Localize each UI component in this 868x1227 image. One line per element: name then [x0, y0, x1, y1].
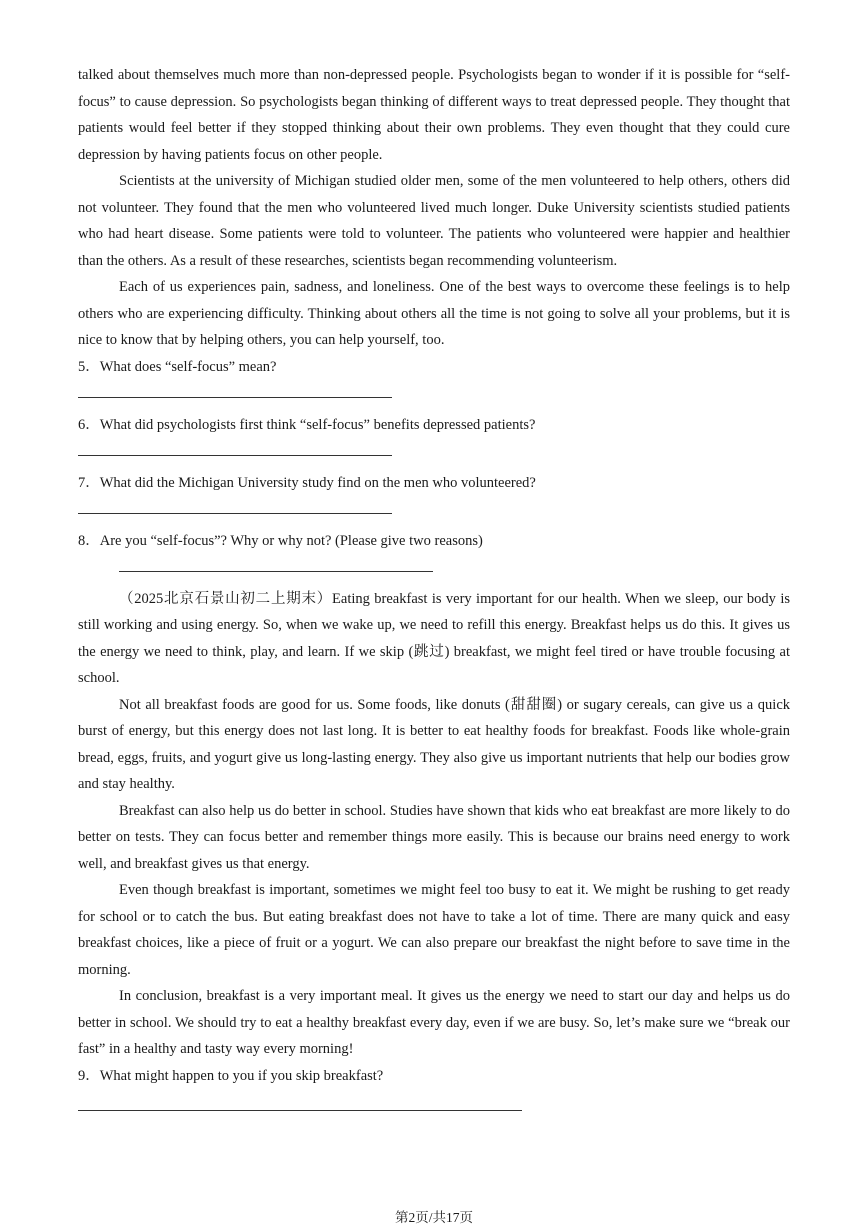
passage1-paragraph-3: Each of us experiences pain, sadness, and loneliness. One of the best ways to overcome these feelings is to help others who are experiencing difficulty. Thinking about others all the time is not going to solve all your problems, but it is nice to know that by helping others, you can help yourself, too.: [78, 279, 790, 348]
question-8: 8．Are you “self-focus”? Why or why not? (Please give two reasons): [78, 532, 483, 549]
passage2-paragraph-5: In conclusion, breakfast is a very important meal. It gives us the energy we need to start our day and helps us do better in school. We should try to eat a healthy breakfast every day, even if we are busy. So, let’s make sure we “break our fast” in a healthy and tasty way every morning!: [78, 988, 790, 1057]
question-6: 6．What did psychologists first think “self-focus” benefits depressed patients?: [78, 416, 536, 433]
answer-line-8: [119, 570, 433, 572]
question-5: 5．What does “self-focus” mean?: [78, 358, 277, 375]
document-page: [78, 62, 790, 1111]
passage1-paragraph-2: Scientists at the university of Michigan studied older men, some of the men volunteered to help others, others did not volunteer. They found that the men who volunteered lived much longer. Duke University scientists studied patients who had heart disease. Some patients were told to volunteer. The patients who volunteered were happier and healthier than the others. As a result of these researches, scientists began recommending volunteerism.: [78, 173, 790, 269]
passage2-paragraph-3: Breakfast can also help us do better in school. Studies have shown that kids who eat breakfast are more likely to do better on tests. They can focus better and remember things more easily. This is because our brains need energy to work well, and breakfast gives us that energy.: [78, 802, 790, 872]
answer-line-7: [78, 512, 392, 514]
page-number-footer: 第2页/共17页: [394, 1210, 473, 1225]
question-9: 9．What might happen to you if you skip breakfast?: [78, 1067, 384, 1084]
question-7: 7．What did the Michigan University study find on the men who volunteered?: [78, 474, 536, 491]
passage2-paragraph-2: Not all breakfast foods are good for us. Some foods, like donuts (甜甜圈) or sugary cereals, can give us a quick burst of energy, but this energy does not last long. It is better to eat healthy foods for breakfast. Foods like whole-grain bread, eggs, fruits, and yogurt give us long-lasting energy. They also give us important nutrients that help our bodies grow and stay healthy.: [78, 696, 790, 792]
passage1-paragraph-1: talked about themselves much more than non-depressed people. Psychologists began to wonder if it is possible for “self-focus” to cause depression. So psychologists began thinking of different ways to treat depressed people. They thought that patients would feel better if they stopped thinking about their own problems. They even thought that they could cure depression by having patients focus on other people.: [78, 67, 790, 163]
answer-line-5: [78, 396, 392, 398]
passage2-paragraph-4: Even though breakfast is important, sometimes we might feel too busy to eat it. We might be rushing to get ready for school or to catch the bus. But eating breakfast does not have to take a lot of time. There are many quick and easy breakfast choices, like a piece of fruit or a yogurt. We can also prepare our breakfast the night before to save time in the morning.: [78, 882, 790, 978]
passage2-paragraph-1: （2025北京石景山初二上期末）Eating breakfast is very important for our health. When we sleep, our body is still working and using energy. So, when we wake up, we need to refill this energy. Breakfast helps us do this. It gives us the energy we need to think, play, and learn. If we skip (跳过) breakfast, we might feel tired or have trouble focusing at school.: [78, 590, 790, 686]
answer-line-6: [78, 454, 392, 456]
answer-line-9: [78, 1109, 522, 1111]
